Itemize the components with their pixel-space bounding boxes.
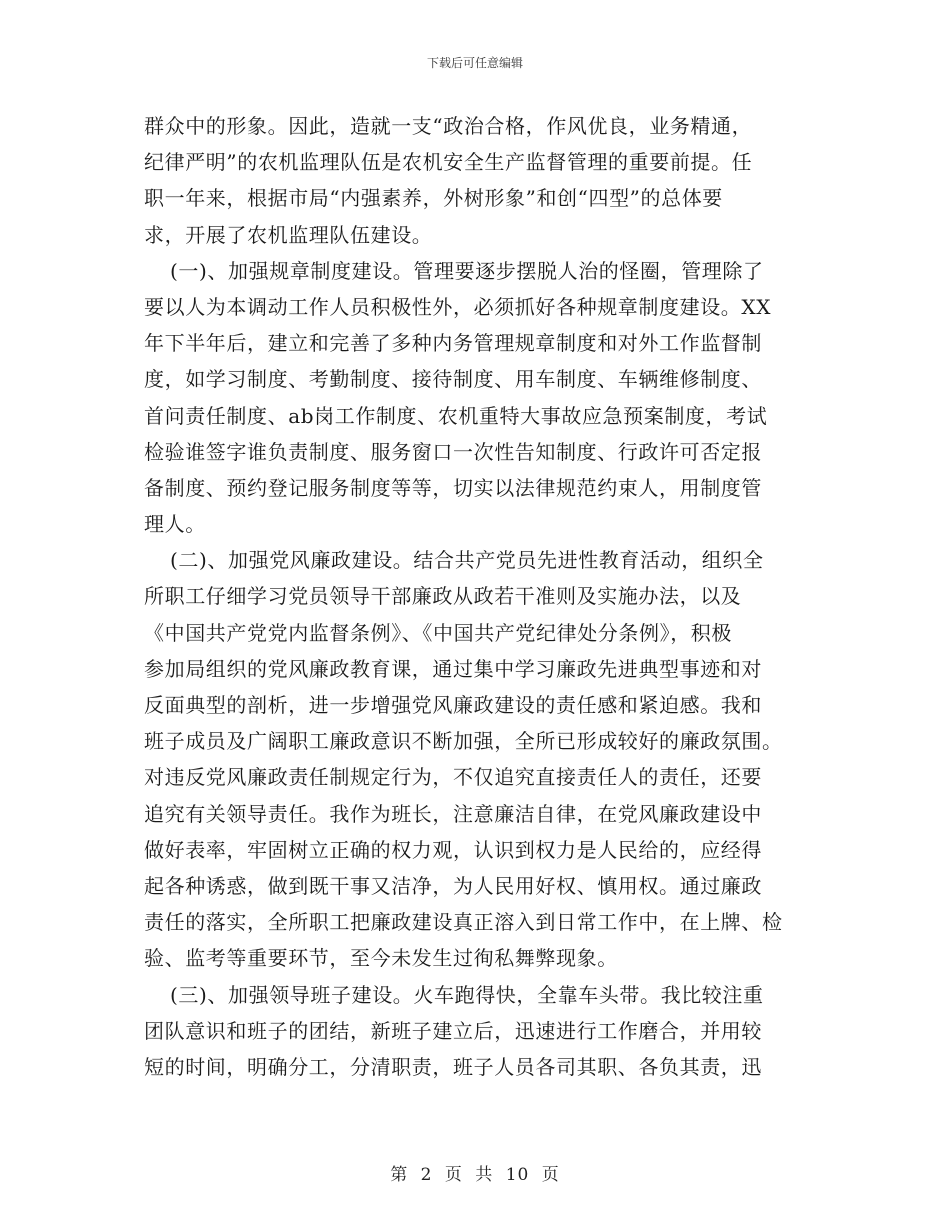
text-line: 所职工仔细学习党员领导干部廉政从政若干准则及实施办法，以及 (144, 584, 742, 609)
text-line: 责任的落实，全所职工把廉政建设真正溶入到日常工作中，在上牌、检 (144, 910, 783, 935)
text-line: 短的时间，明确分工，分清职责，班子人员各司其职、各负其责，迅 (144, 1054, 762, 1079)
text-line: 理人。 (144, 512, 206, 537)
text-line: 检验谁签字谁负责制度、服务窗口一次性告知制度、行政许可否定报 (144, 439, 762, 464)
text-line: 求，开展了农机监理队伍建设。 (144, 222, 433, 247)
text-line: 度，如学习制度、考勤制度、接待制度、用车制度、车辆维修制度、 (144, 367, 762, 392)
text-line: 备制度、预约登记服务制度等等，切实以法律规范约束人，用制度管 (144, 475, 762, 500)
paragraph-start-line: (一)、加强规章制度建设。管理要逐步摆脱人治的怪圈，管理除了 (170, 258, 764, 283)
text-line: 纪律严明”的农机监理队伍是农机安全生产监督管理的重要前提。任 (144, 150, 753, 175)
text-line: 职一年来，根据市局“内强素养，外树形象”和创“四型”的总体要 (144, 186, 723, 211)
text-line: 参加局组织的党风廉政教育课，通过集中学习廉政先进典型事迹和对 (144, 656, 762, 681)
text-line: 团队意识和班子的团结，新班子建立后，迅速进行工作磨合，并用较 (144, 1018, 762, 1043)
text-line: 对违反党风廉政责任制规定行为，不仅追究直接责任人的责任，还要 (144, 765, 762, 790)
text-line: 年下半年后，建立和完善了多种内务管理规章制度和对外工作监督制 (144, 331, 762, 356)
text-line: 起各种诱惑，做到既干事又洁净，为人民用好权、慎用权。通过廉政 (144, 873, 762, 898)
text-line: 首问责任制度、ab岗工作制度、农机重特大事故应急预案制度，考试 (144, 403, 768, 428)
text-line: 群众中的形象。因此，造就一支“政治合格，作风优良，业务精通， (144, 114, 753, 138)
text-line: 要以人为本调动工作人员积极性外，必须抓好各种规章制度建设。XX (144, 294, 772, 319)
paragraph-start-line: (二)、加强党风廉政建设。结合共产党员先进性教育活动，组织全 (170, 548, 764, 573)
page-number-footer: 第 2 页 共 10 页 (390, 1165, 560, 1185)
text-line: 反面典型的剖析，进一步增强党风廉政建设的责任感和紧迫感。我和 (144, 693, 762, 717)
paragraph-start-line: (三)、加强领导班子建设。火车跑得快，全靠车头带。我比较注重 (170, 982, 764, 1007)
page-header: 下载后可任意编辑 (426, 56, 523, 70)
text-line: 班子成员及广阔职工廉政意识不断加强，全所已形成较好的廉政氛围。 (144, 729, 783, 754)
text-line: 《中国共产党党内监督条例》、《中国共产党纪律处分条例》，积极 (144, 620, 732, 645)
text-line: 做好表率，牢固树立正确的权力观，认识到权力是人民给的，应经得 (144, 837, 762, 862)
text-line: 追究有关领导责任。我作为班长，注意廉洁自律，在党风廉政建设中 (144, 801, 762, 826)
text-line: 验、监考等重要环节，至今未发生过徇私舞弊现象。 (144, 946, 618, 971)
document-body (144, 108, 810, 1085)
